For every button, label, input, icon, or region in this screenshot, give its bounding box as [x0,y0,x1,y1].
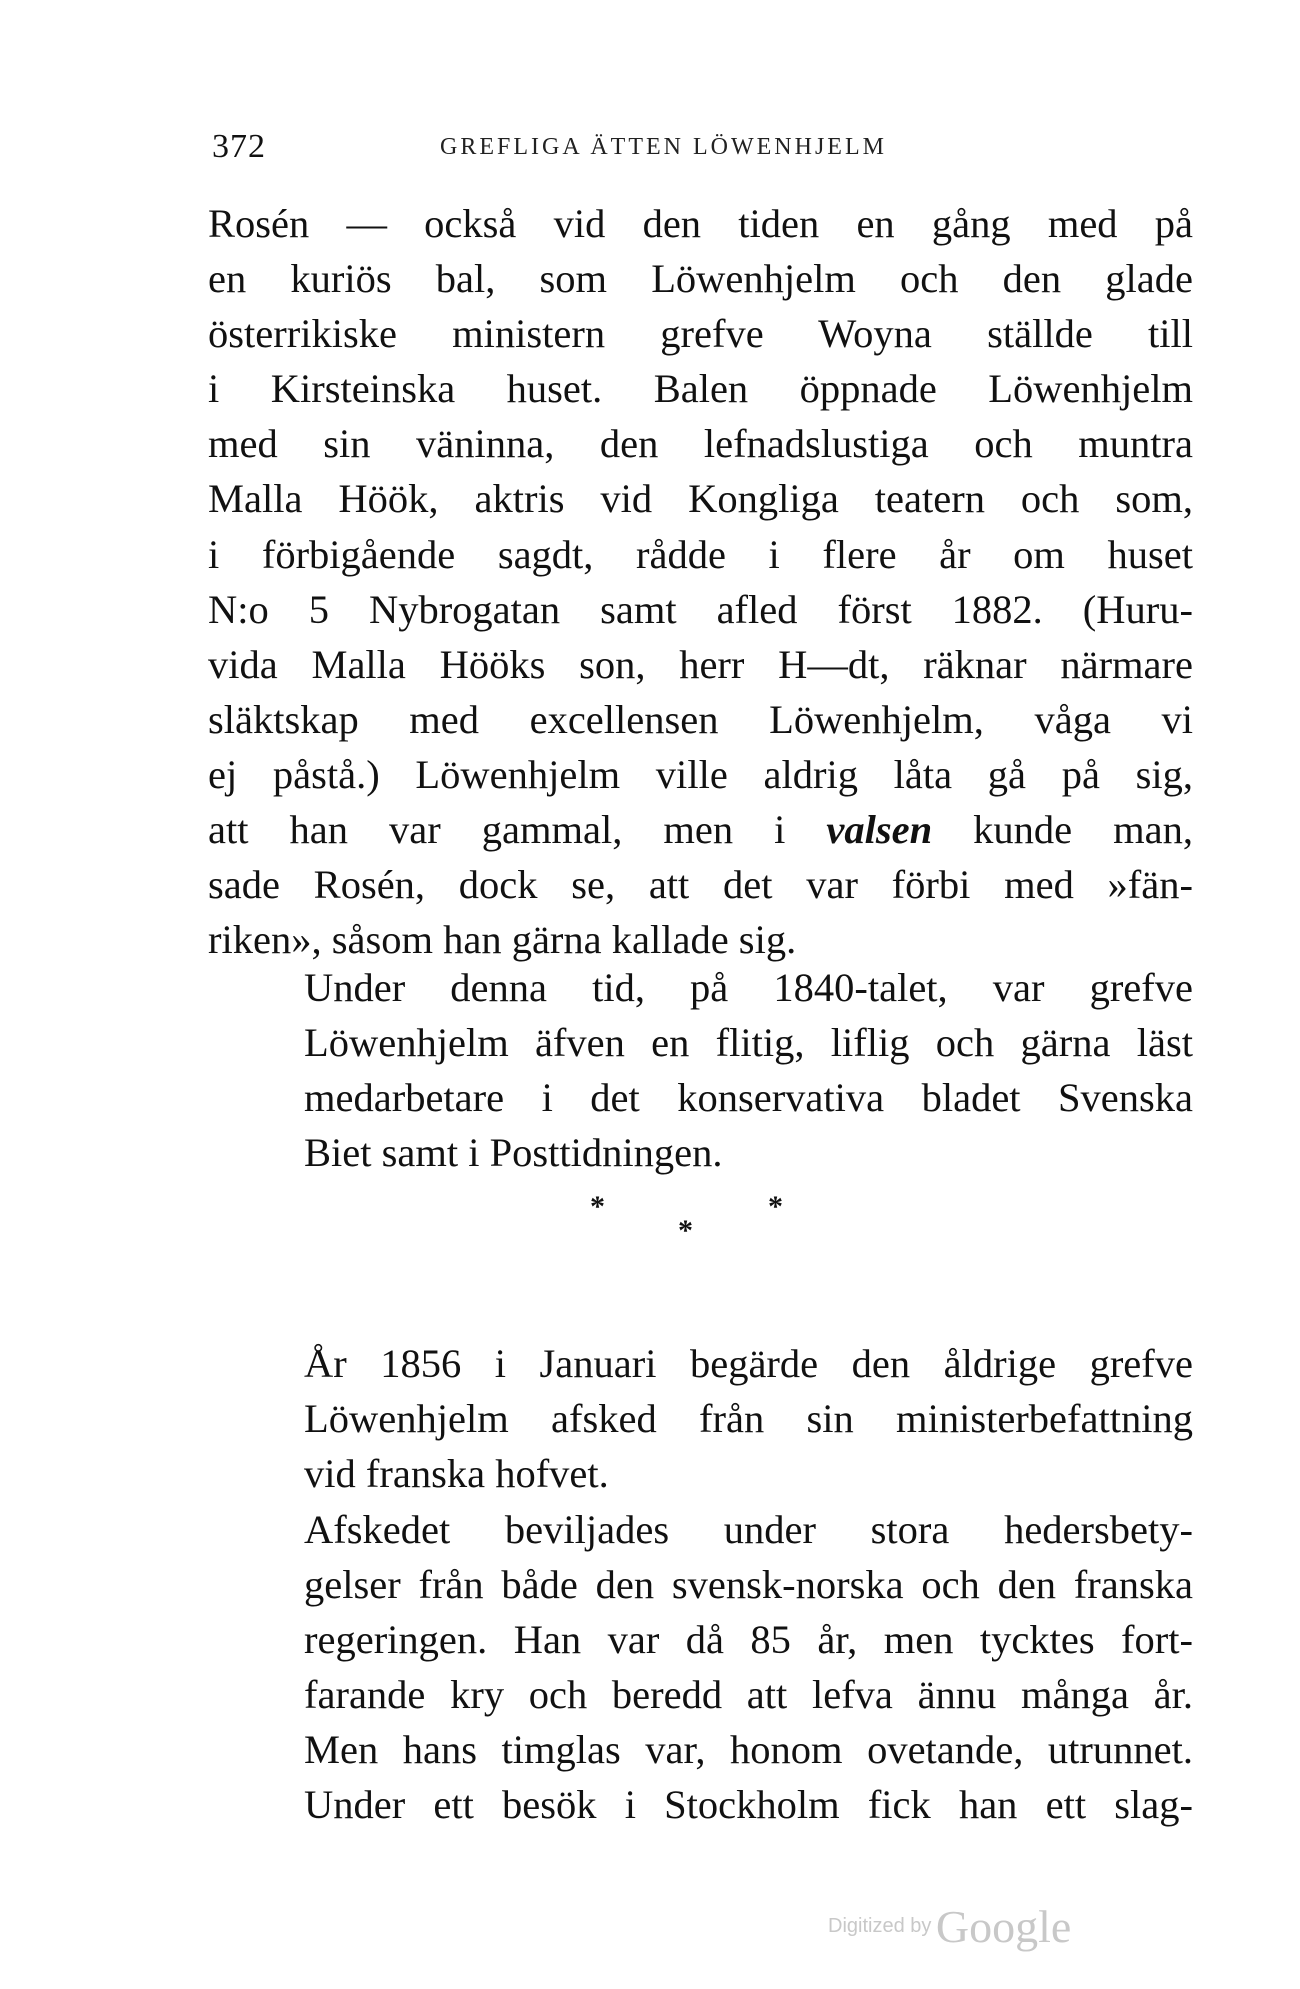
text-line: Rosén — också vid den tiden en gång med på [208,201,1193,246]
text-line: i förbigående sagdt, rådde i flere år om huset [208,531,1193,577]
paragraph-2 [208,960,1193,1180]
asterisk-icon: * [768,1190,783,1223]
text-line: släktskap med excellensen Löwenhjelm, våga vi [208,696,1193,742]
text-line: ej påstå.) Löwenhjelm ville aldrig låta gå på sig, [208,751,1193,797]
text-line: vid franska hofvet. [304,1451,609,1497]
text-line: en kuriös bal, som Löwenhjelm och den glade [208,256,1193,302]
text-line: Under denna tid, på 1840-talet, var grefve [304,965,1193,1010]
text-line: medarbetare i det konservativa bladet Svenska [304,1075,1193,1121]
text-line: riken», såsom han gärna kallade sig. [208,917,797,963]
page-number: 372 [212,128,266,165]
text-line-start: att han var gammal, men i [208,807,827,853]
digitized-watermark [828,1900,1071,1953]
text-line: N:o 5 Nybrogatan samt afled först 1882. (Huru- [208,586,1193,632]
text-line-end: kunde man, [932,807,1193,853]
asterisk-icon: * [590,1190,605,1223]
text-line: i Kirsteinska huset. Balen öppnade Löwenhjelm [208,366,1193,412]
section-break [560,1190,800,1270]
text-line: Afskedet beviljades under stora hedersbety- [304,1507,1193,1552]
text-line: Men hans timglas var, honom ovetande, utrunnet. [304,1727,1193,1773]
italic-word: valsen [826,807,933,853]
asterisk-icon: * [678,1214,693,1247]
paragraph-1 [208,196,1193,967]
text-line: farande kry och beredd att lefva ännu många år. [304,1672,1193,1718]
text-line: Under ett besök i Stockholm fick han ett slag- [304,1782,1193,1828]
text-line [208,802,1193,857]
text-line: Löwenhjelm afsked från sin ministerbefattning [304,1396,1193,1442]
text-line: österrikiske ministern grefve Woyna ställde till [208,311,1193,357]
text-line: År 1856 i Januari begärde den åldrige grefve [304,1341,1193,1386]
text-line: Biet samt i Posttidningen. [304,1130,723,1176]
text-line: Malla Höök, aktris vid Kongliga teatern och som, [208,476,1193,522]
running-title: GREFLIGA ÄTTEN LÖWENHJELM [440,134,887,160]
text-line: vida Malla Hööks son, herr H—dt, räknar närmare [208,641,1193,687]
paragraph-4 [208,1502,1193,1833]
text-line: med sin väninna, den lefnadslustiga och muntra [208,421,1193,467]
text-line: sade Rosén, dock se, att det var förbi med »fän- [208,862,1193,908]
text-line: gelser från både den svensk-norska och den franska [304,1562,1193,1608]
paragraph-3 [208,1336,1193,1501]
watermark-brand: Google [935,1901,1072,1952]
text-line: Löwenhjelm äfven en flitig, liflig och gärna läst [304,1020,1193,1066]
watermark-prefix: Digitized by [828,1915,932,1937]
text-line: regeringen. Han var då 85 år, men tycktes fort- [304,1617,1193,1663]
